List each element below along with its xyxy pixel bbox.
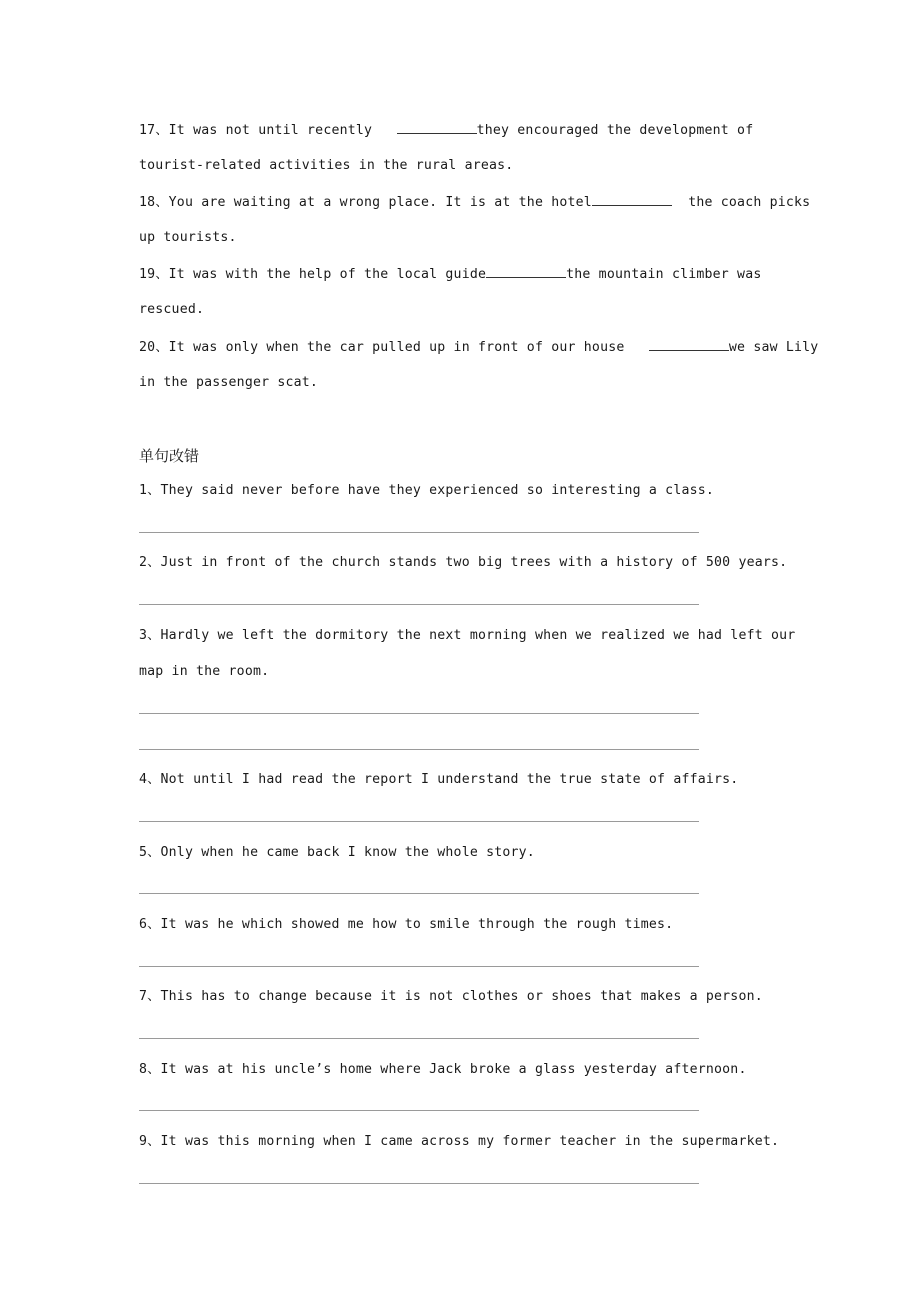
question-number: 2、	[139, 555, 161, 570]
answer-line[interactable]	[139, 1183, 699, 1184]
correction-3	[139, 627, 795, 645]
question-number: 9、	[139, 1134, 161, 1149]
question-number: 17、	[139, 123, 169, 138]
question-number: 18、	[139, 195, 169, 210]
question-19-continued: rescued.	[139, 302, 205, 317]
correction-6	[139, 916, 673, 934]
answer-blank[interactable]	[397, 121, 477, 134]
sentence-text: It was at his uncle’s home where Jack broke a glass yesterday afternoon.	[160, 1062, 747, 1077]
sentence-text: It was he which showed me how to smile through the rough times.	[160, 917, 674, 932]
correction-1	[139, 482, 714, 500]
answer-line[interactable]	[139, 1038, 699, 1039]
question-number: 20、	[139, 340, 169, 355]
sentence-text: This has to change because it is not clothes or shoes that makes a person.	[160, 989, 763, 1004]
question-18-continued: up tourists.	[139, 230, 237, 245]
question-text: the coach picks	[671, 195, 811, 210]
answer-line[interactable]	[139, 532, 699, 533]
answer-line[interactable]	[139, 966, 699, 967]
question-number: 4、	[139, 772, 161, 787]
correction-5	[139, 844, 535, 862]
correction-9	[139, 1133, 779, 1151]
sentence-text: Not until I had read the report I understand the true state of affairs.	[160, 772, 739, 787]
question-20-continued: in the passenger scat.	[139, 375, 319, 390]
question-number: 1、	[139, 483, 161, 498]
question-17	[139, 121, 753, 140]
correction-3-continued: map in the room.	[139, 664, 270, 679]
answer-line[interactable]	[139, 749, 699, 750]
answer-line[interactable]	[139, 821, 699, 822]
question-19	[139, 265, 761, 284]
question-number: 5、	[139, 845, 161, 860]
answer-blank[interactable]	[649, 338, 729, 351]
question-number: 8、	[139, 1062, 161, 1077]
sentence-text: Only when he came back I know the whole story.	[160, 845, 535, 860]
question-18	[139, 193, 810, 212]
sentence-text: Hardly we left the dormitory the next morning when we realized we had left our	[160, 628, 796, 643]
question-20	[139, 338, 818, 357]
answer-blank[interactable]	[592, 193, 672, 206]
sentence-text: Just in front of the church stands two big trees with a history of 500 years.	[160, 555, 788, 570]
section-title: 单句改错	[139, 447, 200, 465]
question-text: the mountain climber was	[566, 267, 762, 282]
question-text: You are waiting at a wrong place. It is at the hotel	[168, 195, 592, 210]
question-17-continued: tourist-related activities in the rural areas.	[139, 158, 514, 173]
sentence-text: It was this morning when I came across my former teacher in the supermarket.	[160, 1134, 780, 1149]
question-number: 19、	[139, 267, 169, 282]
correction-2	[139, 554, 787, 572]
answer-line[interactable]	[139, 604, 699, 605]
answer-blank[interactable]	[486, 265, 566, 278]
answer-line[interactable]	[139, 713, 699, 714]
question-number: 3、	[139, 628, 161, 643]
correction-4	[139, 771, 738, 789]
question-number: 7、	[139, 989, 161, 1004]
answer-line[interactable]	[139, 1110, 699, 1111]
question-text: they encouraged the development of	[476, 123, 754, 138]
question-text: It was with the help of the local guide	[168, 267, 487, 282]
correction-8	[139, 1061, 747, 1079]
question-text: It was only when the car pulled up in front of our house	[168, 340, 649, 355]
question-text: we saw Lily	[728, 340, 819, 355]
answer-line[interactable]	[139, 893, 699, 894]
correction-7	[139, 988, 763, 1006]
question-number: 6、	[139, 917, 161, 932]
question-text: It was not until recently	[168, 123, 397, 138]
sentence-text: They said never before have they experienced so interesting a class.	[160, 483, 715, 498]
